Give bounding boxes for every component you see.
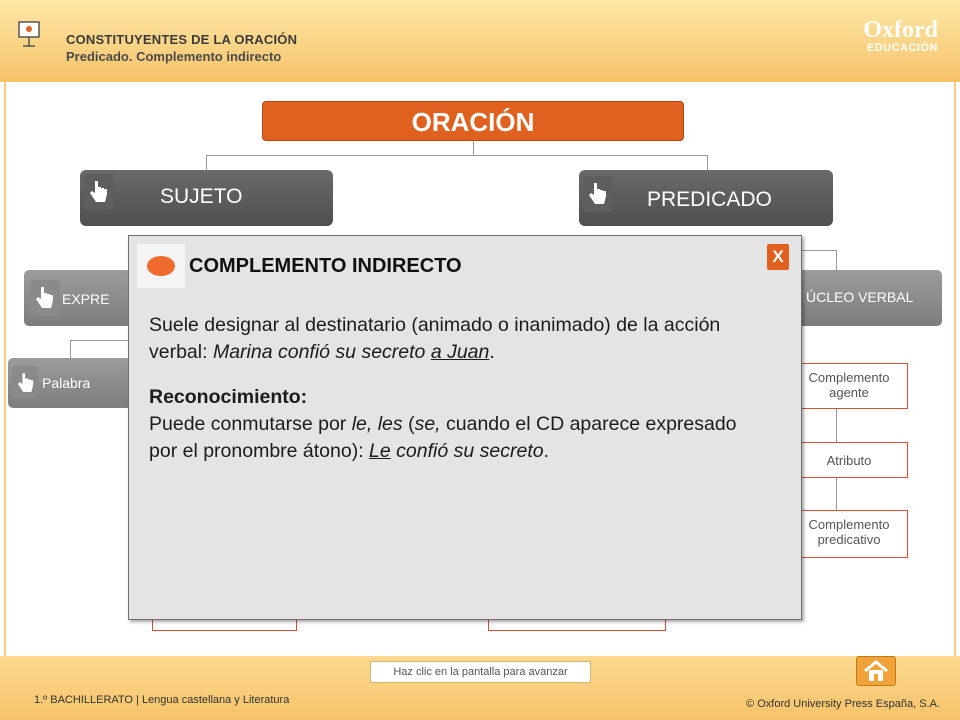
tree-line <box>802 250 836 251</box>
example-underlined: a Juan <box>430 341 490 363</box>
hand-pointer-icon <box>84 174 114 210</box>
logo-main: Oxford <box>863 17 938 43</box>
pronoun-le-les: le, les <box>351 413 403 435</box>
advance-button[interactable]: Haz clic en la pantalla para avanzar <box>370 661 591 683</box>
footer-course: 1.º BACHILLERATO | Lengua castellana y Literatura <box>34 694 290 706</box>
oxford-logo <box>863 18 938 54</box>
complemento-agente-line2: agente <box>829 385 869 400</box>
definition-paragraph <box>149 312 769 366</box>
hand-pointer-icon <box>583 176 613 212</box>
predicado-button[interactable] <box>579 170 833 226</box>
sujeto-button[interactable] <box>80 170 333 226</box>
tree-line <box>836 408 837 442</box>
palabra-button[interactable] <box>8 358 132 408</box>
header-subtitle: Predicado. Complemento indirecto <box>66 49 282 64</box>
complemento-agente-line1: Complemento <box>808 370 890 385</box>
palabra-label: Palabra <box>42 375 91 391</box>
home-button[interactable] <box>856 656 896 686</box>
recognition-text: Puede conmutarse por <box>149 413 352 435</box>
complemento-agente-box[interactable] <box>790 363 908 409</box>
complemento-predicativo-line2: predicativo <box>817 532 881 547</box>
predicado-label: PREDICADO <box>647 188 772 211</box>
tree-line <box>206 155 708 156</box>
complemento-predicativo-box[interactable] <box>790 510 908 558</box>
recognition-text: cuando el CD aparece expresado por el pronombre átono): <box>149 413 737 462</box>
orange-dot-icon <box>137 244 185 288</box>
home-icon <box>857 657 895 685</box>
example-text: Marina confió su secreto <box>212 341 431 363</box>
tree-line <box>473 141 474 155</box>
footer-copyright: © Oxford University Press España, S.A. <box>746 698 940 710</box>
definition-text: Suele designar al destinatario (animado o inanimado) de la acción verbal: <box>149 314 721 363</box>
logo-sub: EDUCACIÓN <box>866 42 938 54</box>
recognition-text: ( <box>402 413 415 435</box>
tree-line <box>836 478 837 510</box>
header <box>0 0 960 82</box>
popup-title: COMPLEMENTO INDIRECTO <box>189 255 462 277</box>
presentation-icon <box>18 20 40 48</box>
tree-line <box>70 340 130 341</box>
sujeto-label: SUJETO <box>160 185 243 208</box>
expresion-label: EXPRE <box>62 291 110 307</box>
recognition-end: . <box>543 440 550 462</box>
atributo-label: Atributo <box>826 453 872 468</box>
example-le: Le <box>369 440 391 462</box>
expresion-button[interactable] <box>24 270 132 326</box>
pronoun-se: se, <box>414 413 441 435</box>
complemento-predicativo-line1: Complemento <box>808 517 890 532</box>
tree-line <box>70 340 71 358</box>
header-title: CONSTITUYENTES DE LA ORACIÓN <box>66 32 298 47</box>
hand-pointer-icon <box>30 280 60 316</box>
popup-body <box>149 312 769 465</box>
nucleo-verbal-label: ÚCLEO VERBAL <box>806 289 914 305</box>
close-button[interactable]: X <box>767 244 789 270</box>
tree-line <box>707 155 708 170</box>
recognition-paragraph <box>149 411 769 465</box>
recognition-heading: Reconocimiento: <box>149 386 308 408</box>
tree-line <box>206 155 207 170</box>
example-rest: confió su secreto <box>390 440 544 462</box>
atributo-box[interactable] <box>790 442 908 478</box>
tree-line <box>836 250 837 270</box>
nucleo-verbal-button[interactable] <box>790 270 942 326</box>
definition-end: . <box>489 341 495 363</box>
hand-pointer-icon <box>12 366 38 398</box>
oracion-node: ORACIÓN <box>262 101 684 141</box>
complemento-indirecto-popup <box>128 235 802 620</box>
